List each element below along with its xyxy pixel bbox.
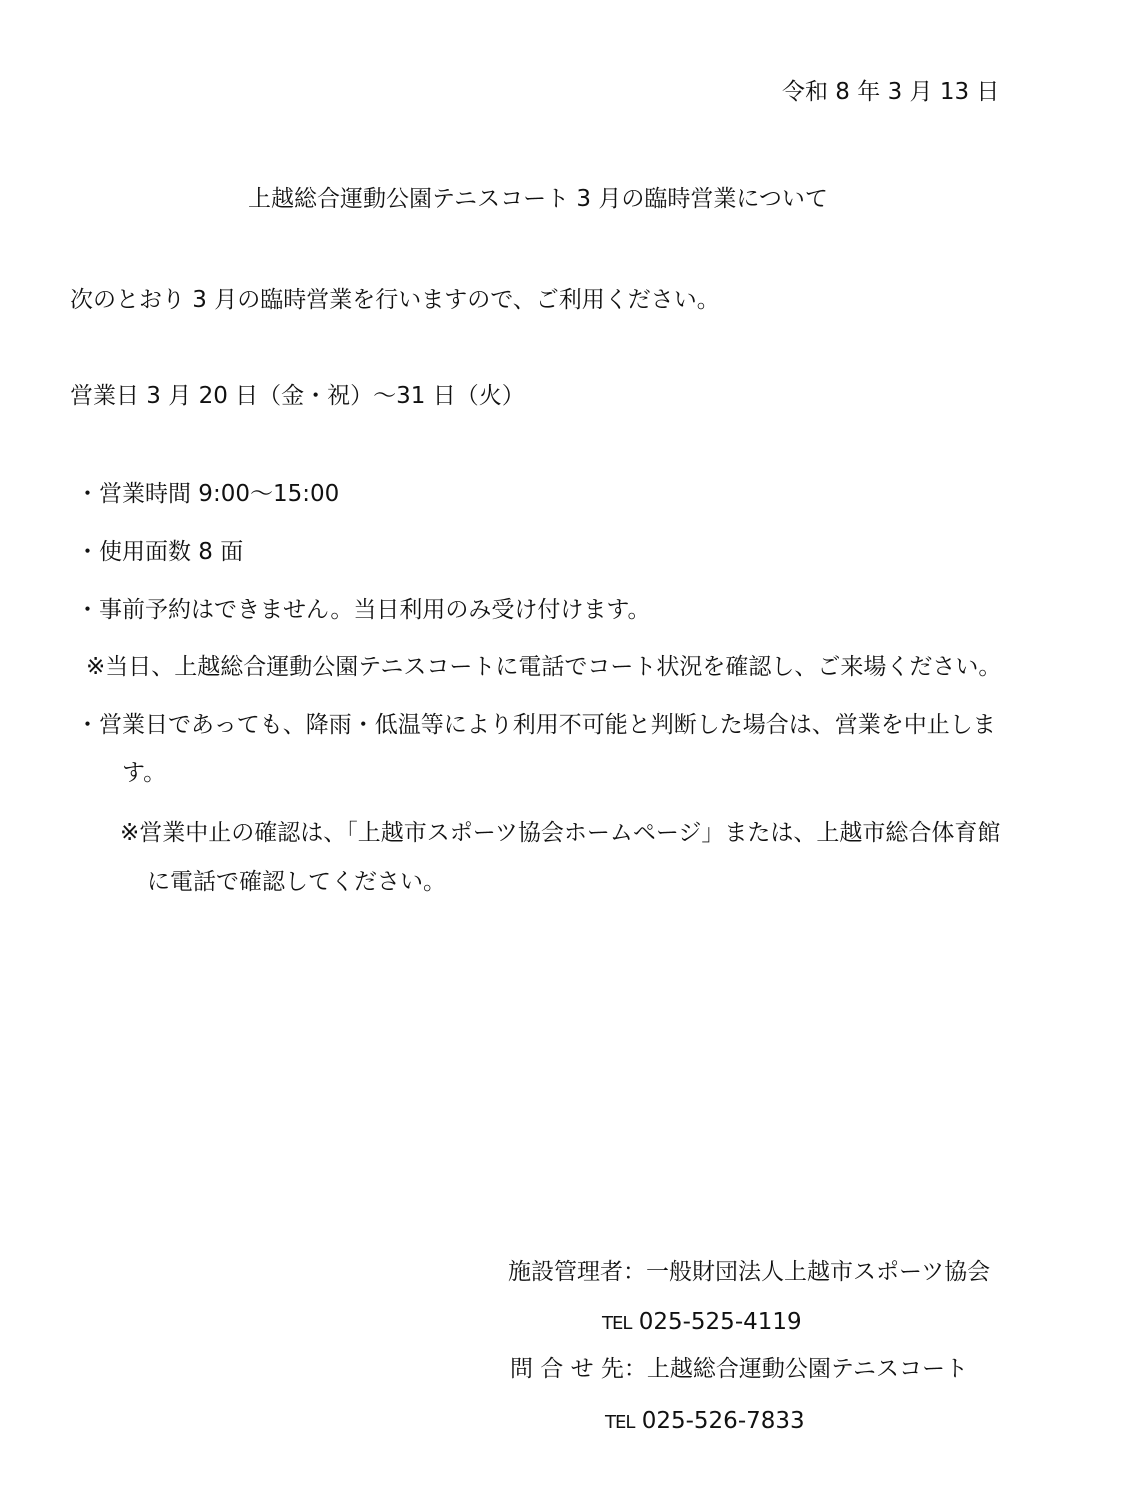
courts-item: ・使用面数 8 面 xyxy=(76,539,244,565)
cancellation-item-line1: ・営業日であっても、降雨・低温等により利用不可能と判断した場合は、営業を中止しま xyxy=(76,712,996,738)
reservation-item: ・事前予約はできません。当日利用のみ受け付けます。 xyxy=(76,597,651,623)
manager-tel-number: 025-525-4119 xyxy=(638,1309,802,1335)
cancellation-note-line1: ※営業中止の確認は、「上越市スポーツ協会ホームページ」または、上越市総合体育館 xyxy=(120,820,1001,846)
manager-tel-prefix: TEL xyxy=(602,1313,632,1334)
contact-tel-number: 025-526-7833 xyxy=(641,1408,805,1434)
cancellation-item-line2: す。 xyxy=(122,760,167,786)
cancellation-note-line2: に電話で確認してください。 xyxy=(147,869,446,895)
facility-manager: 施設管理者：一般財団法人上越市スポーツ協会 xyxy=(508,1259,991,1285)
contact-tel-prefix: TEL xyxy=(605,1412,635,1433)
document-title: 上越総合運動公園テニスコート 3 月の臨時営業について xyxy=(248,186,828,212)
hours-item: ・営業時間 9:00～15:00 xyxy=(76,481,340,507)
reservation-note: ※当日、上越総合運動公園テニスコートに電話でコート状況を確認し、ご来場ください。 xyxy=(86,654,1002,680)
intro-text: 次のとおり 3 月の臨時営業を行いますので、ご利用ください。 xyxy=(70,287,720,313)
contact-phone xyxy=(605,1410,805,1433)
business-days: 営業日 3 月 20 日（金・祝）～31 日（火） xyxy=(70,383,525,409)
document-date: 令和 8 年 3 月 13 日 xyxy=(782,79,1000,105)
manager-phone xyxy=(602,1311,802,1334)
contact-info: 問 合 せ 先：上越総合運動公園テニスコート xyxy=(510,1356,969,1382)
